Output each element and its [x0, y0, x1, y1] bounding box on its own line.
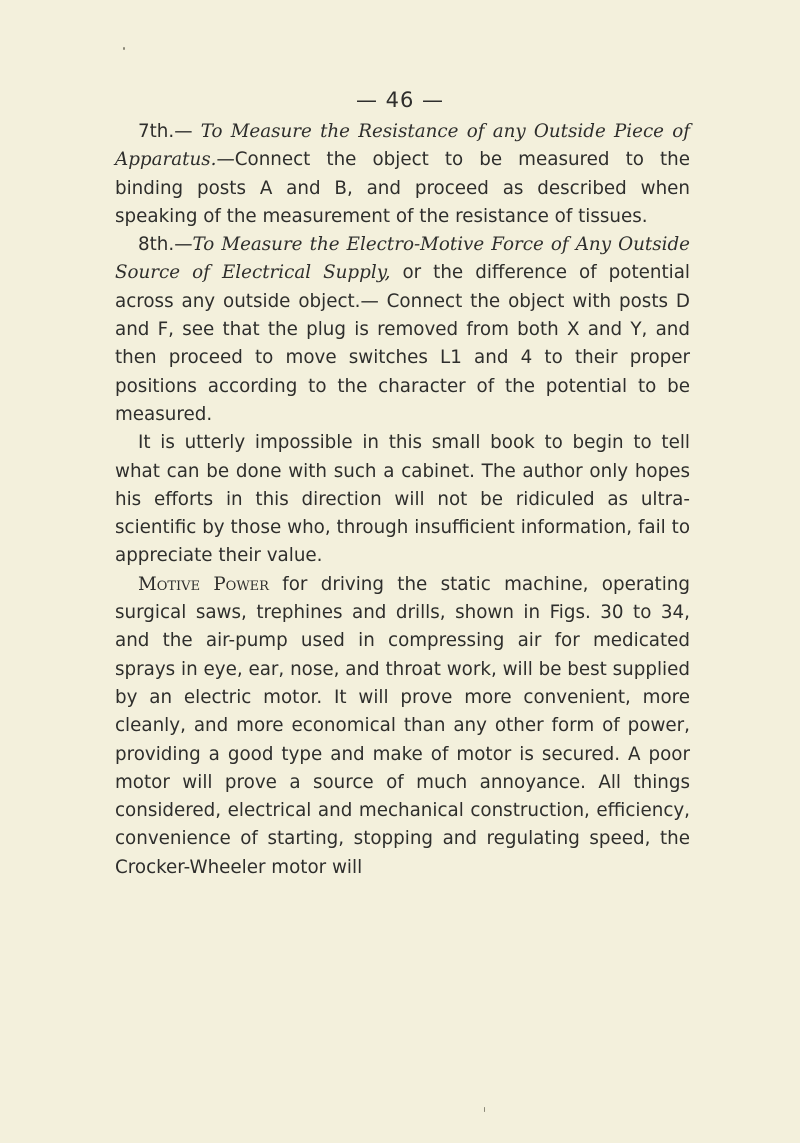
- page-number: — 46 —: [355, 88, 445, 112]
- paragraph-cabinet-body: It is utterly impossible in this small book to begin to tell what can be done with such a cabinet. The author only hopes his efforts in this direction will not be ridiculed as ultra-scientific by those who, through insufficient information, fail to appreciate their value.: [115, 432, 690, 567]
- paragraph-7th: [115, 118, 690, 231]
- paragraph-motive-power: [115, 571, 690, 882]
- page-text: [115, 118, 690, 882]
- paragraph-7th-lead: 7th.—: [138, 121, 201, 142]
- paragraph-motive-power-body: for driving the static machine, operating surgical saws, trephines and drills, shown in Figs. 30 to 34, and the air-pump used in compressing air for medicated sprays in eye, ear, nose, and throat work, will be best supplied by an electric motor. It will prove more convenient, more cleanly, and more economical than any other form of power, providing a good type and make of motor is secured. A poor motor will prove a source of much annoyance. All things considered, electrical and mechanical construction, efficiency, convenience of starting, stopping and regulating speed, the Crocker-Wheeler motor will: [115, 573, 690, 878]
- paragraph-7th-title: To Measure the Resistance of any Outside Piece of Apparatus.: [115, 121, 690, 171]
- paragraph-8th-title: To Measure the Electro-Motive Force of Any Outside Source of Electrical Supply,: [115, 234, 690, 284]
- paper-speck: [123, 47, 125, 50]
- paragraph-motive-power-lead: Motive Power: [138, 573, 269, 595]
- paragraph-8th-body: or the difference of potential across any outside object.— Connect the object with posts D and F, see that the plug is removed from both X and Y, and then proceed to move switches L1 and 4 to their proper positions according to the character of the potential to be measured.: [115, 262, 690, 425]
- paragraph-8th: [115, 231, 690, 429]
- paragraph-8th-lead: 8th.—: [138, 234, 193, 256]
- paragraph-7th-body: —Connect the object to be measured to the binding posts A and B, and proceed as described when speaking of the measurement of the resistance of tissues.: [115, 149, 690, 227]
- paragraph-cabinet: [115, 429, 690, 570]
- paper-speck: [484, 1107, 485, 1112]
